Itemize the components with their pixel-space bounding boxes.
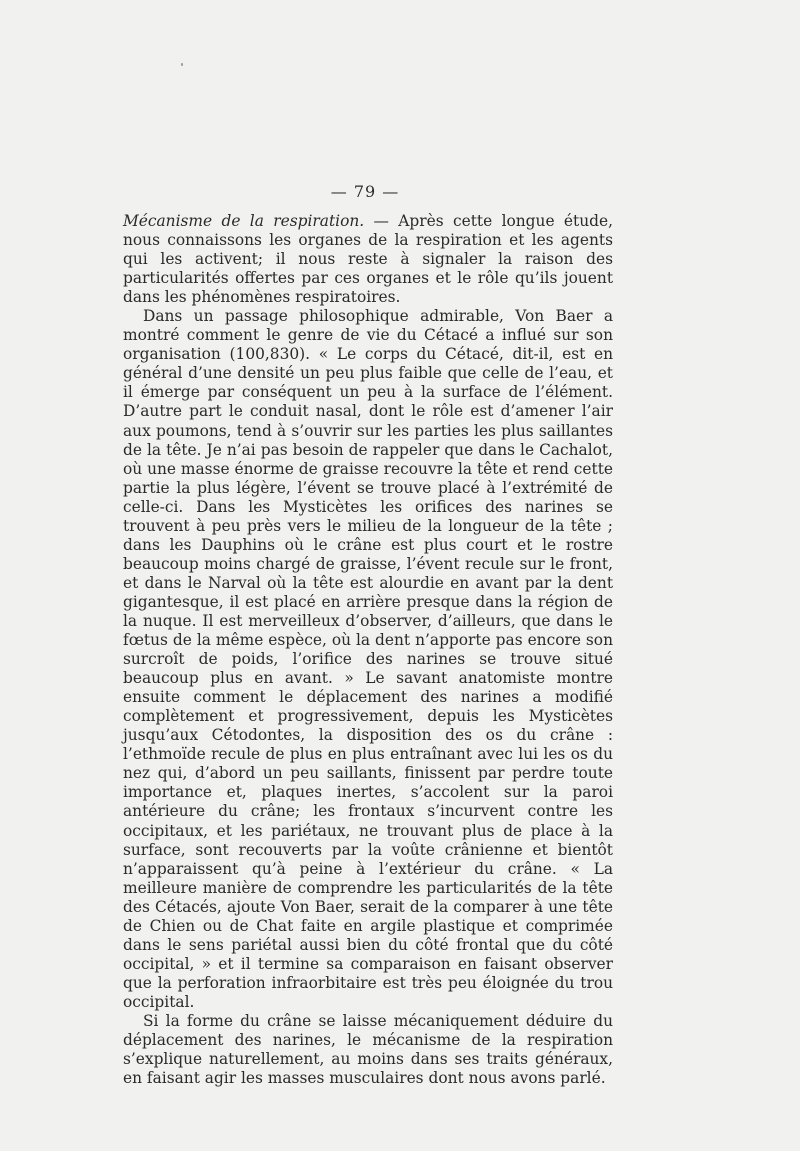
- paragraph-3: Si la forme du crâne se laisse mécaniquement déduire du déplacement des narines, le mécanisme de la respiration s’explique naturellement, au moins dans ses traits généraux, en faisant agir les masses musculaires dont nous avons parlé.: [123, 1011, 613, 1088]
- page-number: — 79 —: [330, 182, 400, 201]
- body-text: [123, 212, 613, 1088]
- section-dash: —: [364, 212, 399, 230]
- paragraph-2: Dans un passage philosophique admirable, Von Baer a montré comment le genre de vie du Cétacé a influé sur son organisation (100,830). « Le corps du Cétacé, dit-il, est en général d’une densité un peu plus faible que celle de l’eau, et il émerge par conséquent un peu à la surface de l’élément. D’autre part le conduit nasal, dont le rôle est d’amener l’air aux poumons, tend à s’ouvrir sur les parties les plus saillantes de la tête. Je n’ai pas besoin de rappeler que dans le Cachalot, où une masse énorme de graisse recouvre la tête et rend cette partie la plus légère, l’évent se trouve placé à l’extrémité de celle-ci. Dans les Mysticètes les orifices des narines se trouvent à peu près vers le milieu de la longueur de la tête ; dans les Dauphins où le crâne est plus court et le rostre beaucoup moins chargé de graisse, l’évent recule sur le front, et dans le Narval où la tête est alourdie en avant par la dent gigantesque, il est placé en arrière presque dans la région de la nuque. Il est merveilleux d’observer, d’ailleurs, que dans le fœtus de la même espèce, où la dent n’apporte pas encore son surcroît de poids, l’orifice des narines se trouve situé beaucoup plus en avant. » Le savant anatomiste montre ensuite comment le déplacement des narines a modifié complètement et progressivement, depuis les Mysticètes jusqu’aux Cétodontes, la disposition des os du crâne : l’ethmoïde recule de plus en plus entraînant avec lui les os du nez qui, d’abord un peu saillants, finissent par perdre toute importance et, plaques inertes, s’accolent sur la paroi antérieure du crâne; les frontaux s’incurvent contre les occipitaux, et les pariétaux, ne trouvant plus de place à la surface, sont recouverts par la voûte crânienne et bientôt n’apparaissent qu’à peine à l’extérieur du crâne. « La meilleure manière de comprendre les particularités de la tête des Cétacés, ajoute Von Baer, serait de la comparer à une tête de Chien ou de Chat faite en argile plastique et comprimée dans le sens pariétal aussi bien du côté frontal que du côté occipital, » et il termine sa comparaison en faisant observer que la perforation infraorbitaire est très peu éloignée du trou occipital.: [123, 307, 613, 1011]
- paragraph-1-text: Après cette longue étude, nous connaissons les organes de la respiration et les agents qui les activent; il nous reste à signaler la raison des particularités offertes par ces organes et le rôle qu’ils jouent dans les phénomènes respiratoires.: [123, 212, 613, 307]
- paragraph-1: [123, 212, 613, 307]
- section-title: Mécanisme de la respiration.: [123, 212, 365, 230]
- scan-speck: [181, 63, 183, 66]
